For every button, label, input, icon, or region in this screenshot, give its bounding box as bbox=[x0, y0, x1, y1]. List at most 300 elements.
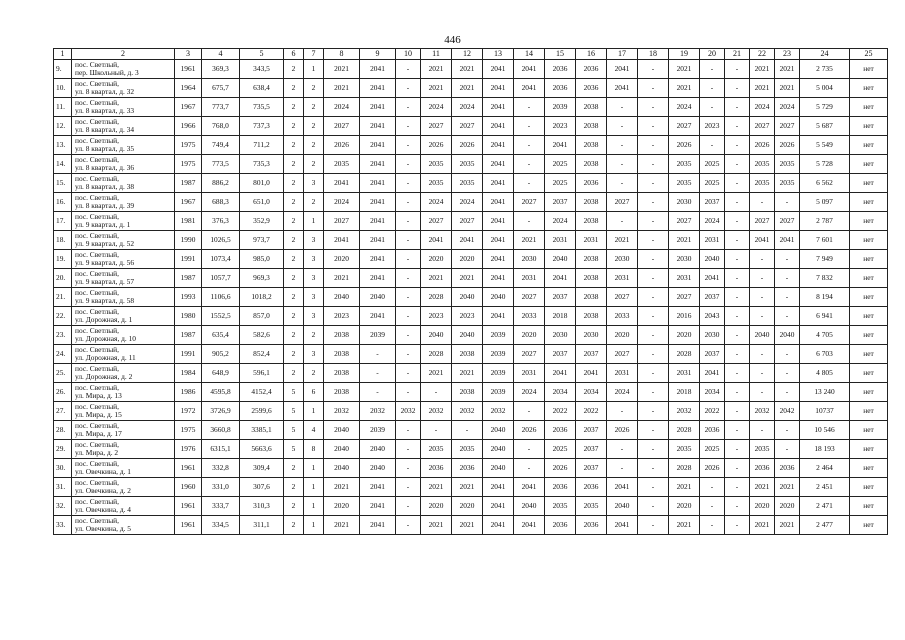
cell-col-7: 2 bbox=[304, 79, 324, 98]
cell-col-18: - bbox=[638, 383, 669, 402]
cell-col-17: 2026 bbox=[607, 421, 638, 440]
cell-col-4: 6315,1 bbox=[202, 440, 240, 459]
cell-col-7: 2 bbox=[304, 193, 324, 212]
cell-col-22: 2035 bbox=[750, 440, 775, 459]
cell-col-6: 2 bbox=[284, 60, 304, 79]
row-number: 29. bbox=[54, 440, 72, 459]
cell-col-11: 2028 bbox=[421, 288, 452, 307]
cell-col-14: - bbox=[514, 117, 545, 136]
cell-col-7: 1 bbox=[304, 497, 324, 516]
cell-col-22: 2020 bbox=[750, 497, 775, 516]
cell-col-24: 2 477 bbox=[800, 516, 850, 535]
cell-col-9: 2041 bbox=[360, 193, 396, 212]
row-number: 11. bbox=[54, 98, 72, 117]
cell-col-15: 2022 bbox=[545, 402, 576, 421]
cell-col-25: нет bbox=[850, 459, 888, 478]
cell-col-6: 2 bbox=[284, 459, 304, 478]
cell-col-24: 13 240 bbox=[800, 383, 850, 402]
cell-col-10: - bbox=[396, 421, 421, 440]
cell-col-25: нет bbox=[850, 174, 888, 193]
address-cell bbox=[72, 231, 175, 250]
cell-col-9: 2041 bbox=[360, 478, 396, 497]
cell-col-23: 2021 bbox=[775, 478, 800, 497]
address-line-1: пос. Светлый, bbox=[75, 78, 119, 88]
cell-col-7: 1 bbox=[304, 516, 324, 535]
cell-col-7: 3 bbox=[304, 250, 324, 269]
cell-col-7: 8 bbox=[304, 440, 324, 459]
cell-col-22: - bbox=[750, 345, 775, 364]
cell-col-25: нет bbox=[850, 307, 888, 326]
cell-col-5: 735,3 bbox=[240, 155, 284, 174]
cell-col-14: - bbox=[514, 98, 545, 117]
cell-col-24: 4 705 bbox=[800, 326, 850, 345]
cell-col-3: 1993 bbox=[175, 288, 202, 307]
cell-col-22: 2035 bbox=[750, 155, 775, 174]
table-body bbox=[54, 60, 888, 535]
cell-col-8: 2041 bbox=[324, 174, 360, 193]
cell-col-11: 2035 bbox=[421, 155, 452, 174]
cell-col-3: 1960 bbox=[175, 478, 202, 497]
cell-col-12: 2021 bbox=[452, 269, 483, 288]
cell-col-22: 2032 bbox=[750, 402, 775, 421]
cell-col-6: 2 bbox=[284, 231, 304, 250]
column-header-17: 17 bbox=[607, 49, 638, 60]
cell-col-6: 2 bbox=[284, 516, 304, 535]
cell-col-25: нет bbox=[850, 516, 888, 535]
cell-col-22: - bbox=[750, 288, 775, 307]
cell-col-11: 2036 bbox=[421, 459, 452, 478]
address-line-2: ул. Овечкина, д. 4 bbox=[75, 505, 131, 514]
cell-col-15: 2036 bbox=[545, 516, 576, 535]
cell-col-16: 2036 bbox=[576, 79, 607, 98]
row-number: 17. bbox=[54, 212, 72, 231]
cell-col-10: - bbox=[396, 516, 421, 535]
address-cell bbox=[72, 478, 175, 497]
address-line-1: пос. Светлый, bbox=[75, 477, 119, 487]
cell-col-8: 2024 bbox=[324, 98, 360, 117]
column-header-2: 2 bbox=[72, 49, 175, 60]
cell-col-8: 2041 bbox=[324, 231, 360, 250]
cell-col-5: 1018,2 bbox=[240, 288, 284, 307]
cell-col-13: 2041 bbox=[483, 155, 514, 174]
cell-col-23: 2036 bbox=[775, 459, 800, 478]
cell-col-6: 2 bbox=[284, 326, 304, 345]
table-row bbox=[54, 421, 888, 440]
cell-col-13: 2041 bbox=[483, 250, 514, 269]
cell-col-13: 2039 bbox=[483, 383, 514, 402]
table-row bbox=[54, 326, 888, 345]
cell-col-15: 2024 bbox=[545, 212, 576, 231]
cell-col-13: 2041 bbox=[483, 117, 514, 136]
cell-col-17: - bbox=[607, 136, 638, 155]
address-line-1: пос. Светлый, bbox=[75, 496, 119, 506]
column-header-20: 20 bbox=[700, 49, 725, 60]
cell-col-8: 2021 bbox=[324, 516, 360, 535]
cell-col-8: 2027 bbox=[324, 212, 360, 231]
address-line-1: пос. Светлый, bbox=[75, 515, 119, 525]
row-number: 26. bbox=[54, 383, 72, 402]
cell-col-21: - bbox=[725, 60, 750, 79]
column-header-7: 7 bbox=[304, 49, 324, 60]
cell-col-15: 2041 bbox=[545, 136, 576, 155]
cell-col-19: 2028 bbox=[669, 345, 700, 364]
cell-col-18: - bbox=[638, 440, 669, 459]
cell-col-19: 2021 bbox=[669, 231, 700, 250]
cell-col-6: 2 bbox=[284, 174, 304, 193]
cell-col-8: 2021 bbox=[324, 478, 360, 497]
cell-col-19: 2032 bbox=[669, 402, 700, 421]
cell-col-20: 2043 bbox=[700, 307, 725, 326]
cell-col-15: 2037 bbox=[545, 345, 576, 364]
cell-col-12: 2021 bbox=[452, 478, 483, 497]
table-row bbox=[54, 193, 888, 212]
cell-col-16: 2030 bbox=[576, 326, 607, 345]
cell-col-14: - bbox=[514, 459, 545, 478]
column-header-8: 8 bbox=[324, 49, 360, 60]
cell-col-12: 2038 bbox=[452, 345, 483, 364]
cell-col-17: 2027 bbox=[607, 345, 638, 364]
cell-col-3: 1990 bbox=[175, 231, 202, 250]
cell-col-19: 2024 bbox=[669, 98, 700, 117]
cell-col-4: 886,2 bbox=[202, 174, 240, 193]
cell-col-25: нет bbox=[850, 383, 888, 402]
cell-col-16: 2038 bbox=[576, 136, 607, 155]
address-line-2: ул. 9 квартал, д. 52 bbox=[75, 239, 135, 248]
cell-col-23: - bbox=[775, 269, 800, 288]
cell-col-16: 2036 bbox=[576, 516, 607, 535]
cell-col-3: 1980 bbox=[175, 307, 202, 326]
cell-col-9: 2041 bbox=[360, 155, 396, 174]
row-number: 23. bbox=[54, 326, 72, 345]
cell-col-13: 2041 bbox=[483, 79, 514, 98]
row-number: 20. bbox=[54, 269, 72, 288]
cell-col-15: 2018 bbox=[545, 307, 576, 326]
cell-col-23: 2020 bbox=[775, 497, 800, 516]
cell-col-17: 2030 bbox=[607, 250, 638, 269]
cell-col-15: 2036 bbox=[545, 60, 576, 79]
cell-col-6: 2 bbox=[284, 79, 304, 98]
cell-col-8: 2032 bbox=[324, 402, 360, 421]
cell-col-10: - bbox=[396, 193, 421, 212]
cell-col-11: 2021 bbox=[421, 516, 452, 535]
cell-col-12: 2023 bbox=[452, 307, 483, 326]
cell-col-23: 2027 bbox=[775, 212, 800, 231]
cell-col-11: 2035 bbox=[421, 174, 452, 193]
address-line-2: ул. 8 квартал, д. 34 bbox=[75, 125, 135, 134]
address-line-2: ул. 8 квартал, д. 38 bbox=[75, 182, 135, 191]
address-line-1: пос. Светлый, bbox=[75, 344, 119, 354]
cell-col-4: 773,7 bbox=[202, 98, 240, 117]
column-header-15: 15 bbox=[545, 49, 576, 60]
row-number: 12. bbox=[54, 117, 72, 136]
cell-col-9: 2041 bbox=[360, 60, 396, 79]
cell-col-6: 5 bbox=[284, 421, 304, 440]
cell-col-10: - bbox=[396, 212, 421, 231]
cell-col-12: 2035 bbox=[452, 174, 483, 193]
cell-col-23: - bbox=[775, 383, 800, 402]
page-number: 446 bbox=[444, 34, 461, 46]
cell-col-12: 2021 bbox=[452, 364, 483, 383]
cell-col-21: - bbox=[725, 459, 750, 478]
cell-col-10: - bbox=[396, 136, 421, 155]
cell-col-12: 2032 bbox=[452, 402, 483, 421]
address-cell bbox=[72, 174, 175, 193]
address-line-2: ул. Дорожная, д. 1 bbox=[75, 315, 133, 324]
cell-col-11: 2026 bbox=[421, 136, 452, 155]
cell-col-5: 309,4 bbox=[240, 459, 284, 478]
cell-col-7: 1 bbox=[304, 402, 324, 421]
cell-col-12: 2020 bbox=[452, 250, 483, 269]
cell-col-14: 2040 bbox=[514, 497, 545, 516]
cell-col-6: 2 bbox=[284, 345, 304, 364]
cell-col-5: 985,0 bbox=[240, 250, 284, 269]
cell-col-25: нет bbox=[850, 250, 888, 269]
cell-col-9: 2039 bbox=[360, 421, 396, 440]
cell-col-3: 1991 bbox=[175, 250, 202, 269]
cell-col-17: - bbox=[607, 98, 638, 117]
address-line-1: пос. Светлый, bbox=[75, 287, 119, 297]
cell-col-4: 376,3 bbox=[202, 212, 240, 231]
cell-col-10: - bbox=[396, 288, 421, 307]
cell-col-23: 2035 bbox=[775, 174, 800, 193]
cell-col-4: 369,3 bbox=[202, 60, 240, 79]
cell-col-4: 688,3 bbox=[202, 193, 240, 212]
table-row bbox=[54, 136, 888, 155]
cell-col-9: 2041 bbox=[360, 231, 396, 250]
cell-col-8: 2026 bbox=[324, 136, 360, 155]
column-header-5: 5 bbox=[240, 49, 284, 60]
cell-col-3: 1967 bbox=[175, 193, 202, 212]
cell-col-7: 6 bbox=[304, 383, 324, 402]
table-row bbox=[54, 212, 888, 231]
cell-col-7: 3 bbox=[304, 269, 324, 288]
cell-col-17: 2031 bbox=[607, 269, 638, 288]
cell-col-11: 2027 bbox=[421, 212, 452, 231]
cell-col-15: 2031 bbox=[545, 231, 576, 250]
cell-col-21: - bbox=[725, 231, 750, 250]
cell-col-25: нет bbox=[850, 155, 888, 174]
cell-col-9: - bbox=[360, 345, 396, 364]
cell-col-13: 2041 bbox=[483, 212, 514, 231]
cell-col-14: 2027 bbox=[514, 288, 545, 307]
cell-col-19: 2028 bbox=[669, 459, 700, 478]
cell-col-18: - bbox=[638, 155, 669, 174]
cell-col-11: 2041 bbox=[421, 231, 452, 250]
cell-col-10: - bbox=[396, 155, 421, 174]
cell-col-6: 2 bbox=[284, 117, 304, 136]
cell-col-8: 2023 bbox=[324, 307, 360, 326]
cell-col-4: 3726,9 bbox=[202, 402, 240, 421]
column-header-23: 23 bbox=[775, 49, 800, 60]
cell-col-24: 7 949 bbox=[800, 250, 850, 269]
cell-col-18: - bbox=[638, 459, 669, 478]
cell-col-18: - bbox=[638, 478, 669, 497]
address-line-2: ул. 8 квартал, д. 33 bbox=[75, 106, 135, 115]
cell-col-18: - bbox=[638, 250, 669, 269]
cell-col-12: 2041 bbox=[452, 231, 483, 250]
cell-col-13: 2040 bbox=[483, 421, 514, 440]
address-cell bbox=[72, 345, 175, 364]
cell-col-5: 3385,1 bbox=[240, 421, 284, 440]
cell-col-11: 2021 bbox=[421, 79, 452, 98]
cell-col-25: нет bbox=[850, 421, 888, 440]
cell-col-20: - bbox=[700, 98, 725, 117]
cell-col-25: нет bbox=[850, 117, 888, 136]
cell-col-17: 2041 bbox=[607, 79, 638, 98]
table-row bbox=[54, 269, 888, 288]
cell-col-24: 5 097 bbox=[800, 193, 850, 212]
cell-col-6: 2 bbox=[284, 155, 304, 174]
cell-col-25: нет bbox=[850, 326, 888, 345]
cell-col-25: нет bbox=[850, 478, 888, 497]
table-row bbox=[54, 231, 888, 250]
cell-col-9: 2041 bbox=[360, 307, 396, 326]
cell-col-12: 2021 bbox=[452, 79, 483, 98]
cell-col-20: 2041 bbox=[700, 269, 725, 288]
cell-col-3: 1984 bbox=[175, 364, 202, 383]
cell-col-5: 711,2 bbox=[240, 136, 284, 155]
cell-col-12: 2038 bbox=[452, 383, 483, 402]
cell-col-22: - bbox=[750, 364, 775, 383]
cell-col-18: - bbox=[638, 497, 669, 516]
cell-col-18: - bbox=[638, 269, 669, 288]
cell-col-10: - bbox=[396, 440, 421, 459]
cell-col-21: - bbox=[725, 79, 750, 98]
cell-col-11: 2023 bbox=[421, 307, 452, 326]
cell-col-6: 2 bbox=[284, 136, 304, 155]
cell-col-14: 2027 bbox=[514, 193, 545, 212]
cell-col-7: 3 bbox=[304, 288, 324, 307]
cell-col-23: 2021 bbox=[775, 516, 800, 535]
cell-col-10: - bbox=[396, 79, 421, 98]
table-row bbox=[54, 155, 888, 174]
cell-col-23: 2027 bbox=[775, 117, 800, 136]
cell-col-9: - bbox=[360, 383, 396, 402]
cell-col-20: 2024 bbox=[700, 212, 725, 231]
cell-col-6: 2 bbox=[284, 364, 304, 383]
column-header-11: 11 bbox=[421, 49, 452, 60]
cell-col-12: 2021 bbox=[452, 516, 483, 535]
cell-col-21: - bbox=[725, 421, 750, 440]
cell-col-3: 1987 bbox=[175, 174, 202, 193]
address-line-2: ул. Овечкина, д. 5 bbox=[75, 524, 131, 533]
cell-col-4: 1026,5 bbox=[202, 231, 240, 250]
cell-col-14: 2041 bbox=[514, 60, 545, 79]
cell-col-11: 2024 bbox=[421, 98, 452, 117]
cell-col-23: - bbox=[775, 364, 800, 383]
cell-col-22: - bbox=[750, 250, 775, 269]
cell-col-3: 1961 bbox=[175, 516, 202, 535]
column-header-25: 25 bbox=[850, 49, 888, 60]
address-line-2: ул. Дорожная, д. 11 bbox=[75, 353, 136, 362]
column-header-14: 14 bbox=[514, 49, 545, 60]
cell-col-17: 2041 bbox=[607, 478, 638, 497]
cell-col-9: - bbox=[360, 364, 396, 383]
cell-col-10: - bbox=[396, 364, 421, 383]
cell-col-15: 2030 bbox=[545, 326, 576, 345]
column-number-row bbox=[54, 49, 888, 60]
cell-col-5: 735,5 bbox=[240, 98, 284, 117]
address-line-1: пос. Светлый, bbox=[75, 458, 119, 468]
cell-col-22: 2035 bbox=[750, 174, 775, 193]
cell-col-8: 2021 bbox=[324, 60, 360, 79]
cell-col-18: - bbox=[638, 307, 669, 326]
cell-col-22: 2021 bbox=[750, 516, 775, 535]
cell-col-17: 2041 bbox=[607, 60, 638, 79]
cell-col-6: 5 bbox=[284, 440, 304, 459]
cell-col-12: 2026 bbox=[452, 136, 483, 155]
cell-col-10: - bbox=[396, 269, 421, 288]
cell-col-14: 2031 bbox=[514, 364, 545, 383]
cell-col-5: 307,6 bbox=[240, 478, 284, 497]
cell-col-17: 2040 bbox=[607, 497, 638, 516]
cell-col-19: 2021 bbox=[669, 60, 700, 79]
table-row bbox=[54, 345, 888, 364]
cell-col-11: 2020 bbox=[421, 250, 452, 269]
address-line-2: ул. Овечкина, д. 1 bbox=[75, 467, 131, 476]
cell-col-16: 2041 bbox=[576, 364, 607, 383]
cell-col-10: - bbox=[396, 117, 421, 136]
cell-col-19: 2016 bbox=[669, 307, 700, 326]
cell-col-16: 2038 bbox=[576, 117, 607, 136]
cell-col-24: 2 471 bbox=[800, 497, 850, 516]
cell-col-9: 2040 bbox=[360, 288, 396, 307]
row-number: 13. bbox=[54, 136, 72, 155]
cell-col-19: 2027 bbox=[669, 117, 700, 136]
cell-col-5: 596,1 bbox=[240, 364, 284, 383]
cell-col-14: 2024 bbox=[514, 383, 545, 402]
cell-col-16: 2038 bbox=[576, 307, 607, 326]
cell-col-22: 2040 bbox=[750, 326, 775, 345]
cell-col-23: - bbox=[775, 345, 800, 364]
housing-registry-table bbox=[53, 48, 888, 535]
cell-col-22: - bbox=[750, 383, 775, 402]
cell-col-3: 1961 bbox=[175, 459, 202, 478]
cell-col-14: 2041 bbox=[514, 79, 545, 98]
cell-col-7: 3 bbox=[304, 231, 324, 250]
cell-col-4: 905,2 bbox=[202, 345, 240, 364]
cell-col-10: - bbox=[396, 345, 421, 364]
cell-col-8: 2020 bbox=[324, 250, 360, 269]
cell-col-21: - bbox=[725, 497, 750, 516]
cell-col-18: - bbox=[638, 516, 669, 535]
column-header-9: 9 bbox=[360, 49, 396, 60]
cell-col-19: 2018 bbox=[669, 383, 700, 402]
cell-col-23: 2021 bbox=[775, 60, 800, 79]
cell-col-14: - bbox=[514, 174, 545, 193]
cell-col-8: 2038 bbox=[324, 383, 360, 402]
cell-col-23: 2026 bbox=[775, 136, 800, 155]
cell-col-25: нет bbox=[850, 440, 888, 459]
cell-col-18: - bbox=[638, 60, 669, 79]
cell-col-5: 310,3 bbox=[240, 497, 284, 516]
cell-col-18: - bbox=[638, 174, 669, 193]
cell-col-10: - bbox=[396, 326, 421, 345]
cell-col-21: - bbox=[725, 136, 750, 155]
cell-col-14: 2030 bbox=[514, 250, 545, 269]
cell-col-22: 2041 bbox=[750, 231, 775, 250]
row-number: 22. bbox=[54, 307, 72, 326]
cell-col-25: нет bbox=[850, 345, 888, 364]
address-cell bbox=[72, 307, 175, 326]
cell-col-18: - bbox=[638, 98, 669, 117]
cell-col-6: 2 bbox=[284, 269, 304, 288]
cell-col-24: 2 464 bbox=[800, 459, 850, 478]
address-line-2: ул. Дорожная, д. 10 bbox=[75, 334, 136, 343]
cell-col-4: 334,5 bbox=[202, 516, 240, 535]
cell-col-13: 2041 bbox=[483, 269, 514, 288]
cell-col-19: 2021 bbox=[669, 478, 700, 497]
